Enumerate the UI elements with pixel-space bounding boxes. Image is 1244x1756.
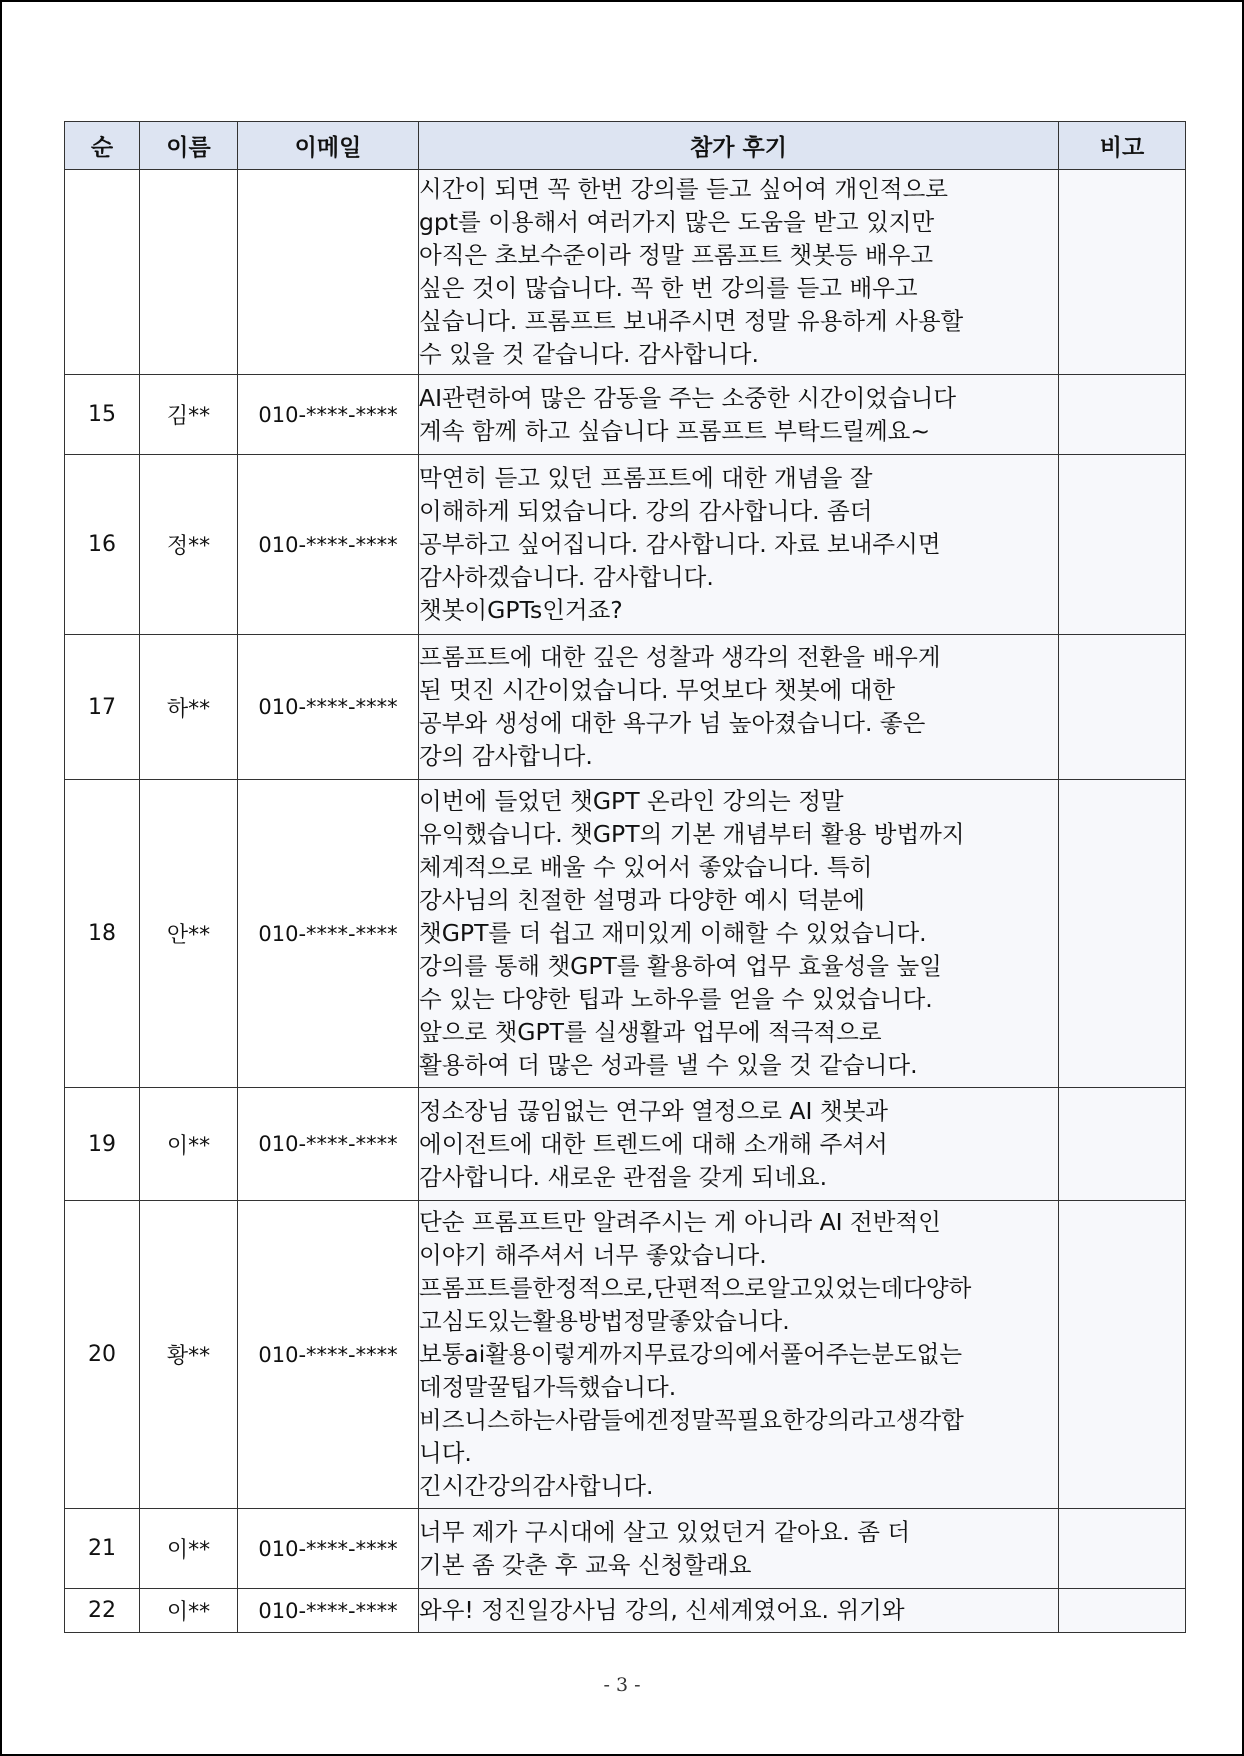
row-note	[1059, 780, 1186, 1088]
row-review	[419, 635, 1059, 780]
row-name: 정**	[140, 455, 238, 635]
review-line: 와우! 정진일강사님 강의, 신세계였어요. 위기와	[419, 1596, 905, 1624]
review-line: 강의를 통해 챗GPT를 활용하여 업무 효율성을 높일	[419, 952, 942, 980]
header-note: 비고	[1059, 122, 1186, 170]
row-note	[1059, 1088, 1186, 1201]
review-line: 정소장님 끊임없는 연구와 열정으로 AI 챗봇과	[419, 1096, 888, 1125]
review-line: 긴시간강의감사합니다.	[419, 1472, 654, 1500]
row-num: 17	[65, 635, 140, 780]
review-line: 비즈니스하는사람들에겐정말꼭필요한강의라고생각합	[419, 1406, 964, 1434]
review-line: 고심도있는활용방법정말좋았습니다.	[419, 1307, 790, 1335]
row-name: 이**	[140, 1589, 238, 1633]
row-email: 010-****-****	[238, 455, 419, 635]
row-email: 010-****-****	[238, 1589, 419, 1633]
review-line: 수 있는 다양한 팁과 노하우를 얻을 수 있었습니다.	[419, 985, 933, 1013]
review-line: 시간이 되면 꼭 한번 강의를 듣고 싶어여 개인적으로	[419, 175, 949, 203]
review-line: 싶습니다. 프롬프트 보내주시면 정말 유용하게 사용할	[419, 307, 964, 335]
row-name: 김**	[140, 375, 238, 455]
header-email: 이메일	[238, 122, 419, 170]
row-email: 010-****-****	[238, 375, 419, 455]
review-line: 계속 함께 하고 싶습니다 프롬프트 부탁드릴께요~	[419, 416, 931, 445]
row-name: 안**	[140, 780, 238, 1088]
row-num: 20	[65, 1201, 140, 1509]
review-line: 챗봇이GPTs인거죠?	[419, 596, 623, 624]
review-line: 공부와 생성에 대한 욕구가 넘 높아졌습니다. 좋은	[419, 709, 926, 737]
review-line: 보통ai활용이렇게까지무료강의에서풀어주는분도없는	[419, 1340, 963, 1368]
table-row	[65, 1509, 1186, 1589]
review-line: 아직은 초보수준이라 정말 프롬프트 챗봇등 배우고	[419, 241, 934, 269]
header-name: 이름	[140, 122, 238, 170]
row-email	[238, 170, 419, 375]
row-review	[419, 170, 1059, 375]
review-line: 체계적으로 배울 수 있어서 좋았습니다. 특히	[419, 853, 873, 881]
row-num: 16	[65, 455, 140, 635]
review-table	[64, 121, 1186, 1633]
row-email: 010-****-****	[238, 1088, 419, 1201]
review-line: 단순 프롬프트만 알려주시는 게 아니라 AI 전반적인	[419, 1208, 941, 1236]
row-note	[1059, 1201, 1186, 1509]
row-review	[419, 1201, 1059, 1509]
table-row	[65, 635, 1186, 780]
row-email: 010-****-****	[238, 780, 419, 1088]
review-line: 이번에 들었던 챗GPT 온라인 강의는 정말	[419, 787, 844, 815]
row-note	[1059, 455, 1186, 635]
row-num	[65, 170, 140, 375]
review-line: 강사님의 친절한 설명과 다양한 예시 덕분에	[419, 886, 865, 914]
review-line: 니다.	[419, 1439, 472, 1467]
table-row	[65, 1589, 1186, 1633]
row-name: 이**	[140, 1509, 238, 1589]
review-line: 감사합니다. 새로운 관점을 갖게 되네요.	[419, 1162, 828, 1191]
row-num: 22	[65, 1589, 140, 1633]
review-line: 데정말꿀팁가득했습니다.	[419, 1373, 677, 1401]
table-row	[65, 455, 1186, 635]
review-line: 수 있을 것 같습니다. 감사합니다.	[419, 340, 759, 368]
review-line: AI관련하여 많은 감동을 주는 소중한 시간이었습니다	[419, 383, 957, 412]
row-num: 15	[65, 375, 140, 455]
review-line: 공부하고 싶어집니다. 감사합니다. 자료 보내주시면	[419, 530, 941, 558]
review-line: 기본 좀 갖춘 후 교육 신청할래요	[419, 1550, 752, 1579]
row-note	[1059, 1589, 1186, 1633]
row-email: 010-****-****	[238, 635, 419, 780]
review-line: 활용하여 더 많은 성과를 낼 수 있을 것 같습니다.	[419, 1051, 918, 1079]
header-num: 순	[65, 122, 140, 170]
row-num: 19	[65, 1088, 140, 1201]
row-review	[419, 375, 1059, 455]
row-name: 하**	[140, 635, 238, 780]
review-line: 프롬프트를한정적으로,단편적으로알고있었는데다양하	[419, 1274, 972, 1302]
row-review	[419, 455, 1059, 635]
review-line: 에이전트에 대한 트렌드에 대해 소개해 주셔서	[419, 1129, 888, 1158]
page-number: - 3 -	[603, 1674, 641, 1696]
review-line: 유익했습니다. 챗GPT의 기본 개념부터 활용 방법까지	[419, 820, 965, 848]
review-line: 앞으로 챗GPT를 실생활과 업무에 적극적으로	[419, 1018, 882, 1046]
table-row	[65, 780, 1186, 1088]
review-line: 너무 제가 구시대에 살고 있었던거 같아요. 좀 더	[419, 1517, 911, 1546]
table-row	[65, 1201, 1186, 1509]
row-num: 18	[65, 780, 140, 1088]
row-name: 황**	[140, 1201, 238, 1509]
row-review	[419, 780, 1059, 1088]
review-line: 이해하게 되었습니다. 강의 감사합니다. 좀더	[419, 497, 873, 525]
row-email: 010-****-****	[238, 1201, 419, 1509]
review-line: 막연히 듣고 있던 프롬프트에 대한 개념을 잘	[419, 464, 873, 492]
review-line: 이야기 해주셔서 너무 좋았습니다.	[419, 1241, 767, 1269]
review-line: 강의 감사합니다.	[419, 742, 593, 770]
table-header-row	[65, 122, 1186, 170]
review-line: gpt를 이용해서 여러가지 많은 도움을 받고 있지만	[419, 208, 935, 236]
row-note	[1059, 1509, 1186, 1589]
row-name: 이**	[140, 1088, 238, 1201]
review-line: 챗GPT를 더 쉽고 재미있게 이해할 수 있었습니다.	[419, 919, 927, 947]
row-email: 010-****-****	[238, 1509, 419, 1589]
review-line: 싶은 것이 많습니다. 꼭 한 번 강의를 듣고 배우고	[419, 274, 918, 302]
table-body	[65, 170, 1186, 1633]
row-review	[419, 1088, 1059, 1201]
table-row	[65, 1088, 1186, 1201]
row-note	[1059, 170, 1186, 375]
row-num: 21	[65, 1509, 140, 1589]
review-line: 감사하겠습니다. 감사합니다.	[419, 563, 714, 591]
row-review	[419, 1509, 1059, 1589]
table-row	[65, 375, 1186, 455]
table-row	[65, 170, 1186, 375]
row-review	[419, 1589, 1059, 1633]
review-line: 프롬프트에 대한 깊은 성찰과 생각의 전환을 배우게	[419, 643, 941, 671]
header-review: 참가 후기	[419, 122, 1059, 170]
review-line: 된 멋진 시간이었습니다. 무엇보다 챗봇에 대한	[419, 676, 896, 704]
row-name	[140, 170, 238, 375]
row-note	[1059, 635, 1186, 780]
row-note	[1059, 375, 1186, 455]
